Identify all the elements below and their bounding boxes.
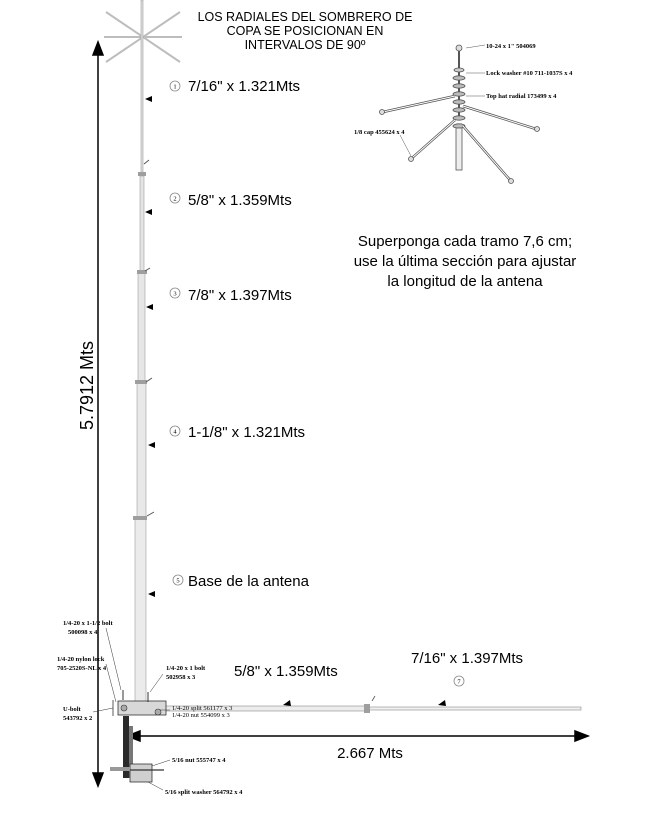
section-3-callout (146, 287, 292, 310)
bolt-1-pn: 502958 x 3 (166, 674, 196, 681)
section-3-label: 7/8" x 1.397Mts (188, 287, 292, 304)
section-1-callout (145, 78, 300, 102)
tophat-cap-label: 1/8 cap 455624 x 4 (354, 129, 405, 136)
svg-text:1: 1 (173, 83, 177, 91)
split-washer-516-label: 5/16 split washer 564792 x 4 (165, 789, 243, 796)
tophat-lockwasher-label: Lock washer #10 711-1037S x 4 (486, 70, 573, 77)
total-height-label: 5.7912 Mts (77, 340, 97, 430)
header-note-line1: LOS RADIALES DEL SOMBRERO DE (197, 10, 413, 24)
tophat-radial-label: Top hat radial 173499 x 4 (486, 93, 557, 100)
radial-dimension (127, 731, 588, 741)
section-4-label: 1-1/8" x 1.321Mts (188, 424, 306, 441)
radial-section-1-label: 5/8" x 1.359Mts (234, 663, 338, 680)
bolt-1-5-pn: 500098 x 4 (68, 629, 98, 636)
svg-text:5: 5 (176, 577, 180, 585)
svg-text:4: 4 (173, 428, 177, 436)
nylon-lock-pn: 705-2520S-NL x 4 (57, 665, 107, 672)
section-1-label: 7/16" x 1.321Mts (188, 78, 301, 95)
ubolt-pn: 543792 x 2 (63, 715, 93, 722)
radial-7-number: 7 (457, 678, 461, 686)
ubolt-label: U-bolt (63, 706, 81, 713)
section-4-callout (148, 424, 305, 448)
instruction-line2: use la última sección para ajustar (353, 253, 577, 270)
section-2-callout (145, 192, 292, 215)
mast (133, 0, 154, 708)
bolt-1-5-label: 1/4-20 x 1-1/2 bolt (63, 620, 113, 627)
tophat-detail (380, 45, 540, 184)
nut-516-label: 5/16 nut 555747 x 4 (172, 757, 226, 764)
nylon-lock-label: 1/4-20 nylon lock (57, 656, 105, 663)
base-hardware (93, 628, 170, 790)
instruction-line3: la longitud de la antena (387, 273, 543, 290)
svg-text:3: 3 (173, 290, 177, 298)
radial-length-label: 2.667 Mts (337, 745, 403, 762)
bolt-1-label: 1/4-20 x 1 bolt (166, 665, 206, 672)
nut-label: 1/4-20 nut 554099 x 3 (172, 712, 230, 719)
split-label: 1/4-20 split 561177 x 3 (172, 705, 233, 712)
tophat-bolt-label: 10-24 x 1" 504069 (486, 43, 536, 50)
instruction-line1: Superponga cada tramo 7,6 cm; (357, 233, 573, 250)
section-5-label: Base de la antena (188, 573, 309, 590)
svg-text:2: 2 (173, 195, 177, 203)
section-2-label: 5/8" x 1.359Mts (188, 192, 292, 209)
section-5-callout (148, 573, 310, 597)
header-note-line3: INTERVALOS DE 90º (244, 38, 366, 52)
header-note-line2: COPA SE POSICIONAN EN (226, 24, 384, 38)
radial-section-2-label: 7/16" x 1.397Mts (411, 650, 524, 667)
